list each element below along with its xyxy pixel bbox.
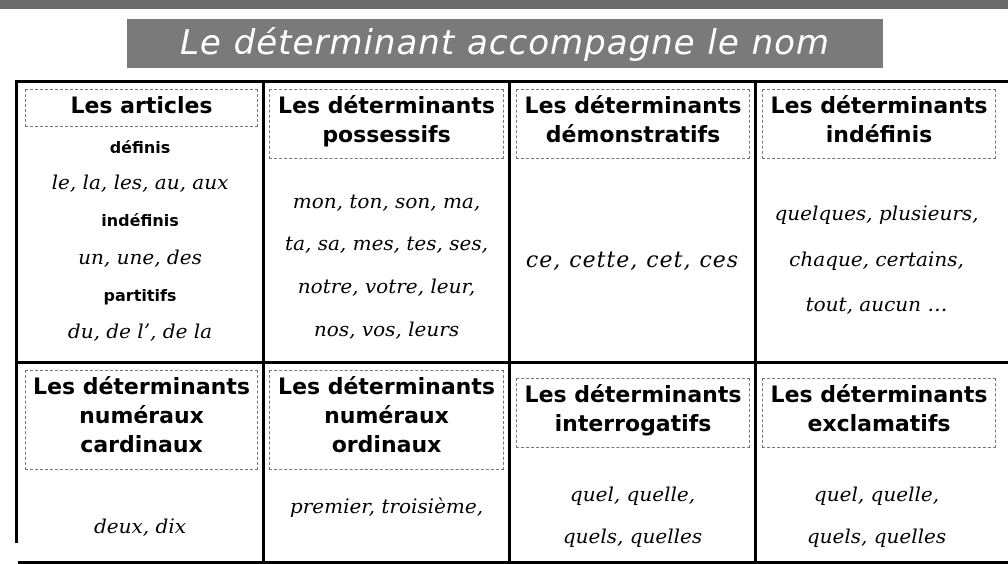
heading-line: démonstratifs [545, 123, 721, 148]
cell-indefinis [757, 83, 1008, 364]
heading-line: Les articles [70, 94, 213, 119]
possessifs-line: mon, ton, son, ma, [292, 189, 481, 213]
possessifs-line: notre, votre, leur, [297, 274, 476, 298]
interrogatifs-words: quel, quelle, [569, 482, 696, 506]
indefinis-line: quelques, plusieurs, [774, 201, 979, 225]
heading-line: indéfinis [825, 123, 933, 148]
heading-line: possessifs [322, 123, 451, 148]
heading-line: Les déterminants [770, 94, 988, 119]
interrogatifs-words: quels, quelles [562, 524, 703, 548]
cell-heading [762, 89, 996, 159]
heading-line: Les déterminants [278, 94, 495, 119]
indefinis-words: un, une, des [78, 245, 202, 269]
cell-articles [18, 83, 265, 364]
heading-line: Les déterminants [524, 383, 742, 408]
possessifs-line: ta, sa, mes, tes, ses, [285, 231, 488, 255]
demonstratifs-words: ce, cette, cet, ces [525, 248, 740, 273]
heading-line: Les déterminants [33, 375, 250, 400]
exclamatifs-words: quels, quelles [806, 524, 947, 548]
cell-heading [516, 89, 750, 159]
cell-heading [516, 378, 750, 448]
cell-heading [25, 89, 258, 127]
partitifs-words: du, de l’, de la [67, 319, 213, 343]
top-bar [0, 0, 1008, 9]
heading-line: ordinaux [331, 433, 442, 458]
cell-demonstratifs [511, 83, 757, 364]
ordinaux-words: premier, troisième, [289, 494, 484, 518]
definis-label: définis [109, 138, 171, 157]
cell-interrogatifs [511, 364, 757, 564]
indefinis-label: indéfinis [101, 211, 179, 230]
heading-line: Les déterminants [524, 94, 742, 119]
heading-line: Les déterminants [278, 375, 495, 400]
indefinis-line: tout, aucun … [805, 292, 948, 316]
cell-possessifs [265, 83, 511, 364]
definis-words: le, la, les, au, aux [51, 170, 229, 194]
heading-line: numéraux [79, 404, 204, 429]
heading-line: Les déterminants [770, 383, 988, 408]
heading-line: exclamatifs [807, 412, 951, 437]
page-title: Le déterminant accompagne le nom [127, 19, 883, 68]
partitifs-label: partitifs [103, 286, 177, 305]
cell-cardinaux [18, 364, 265, 564]
heading-line: numéraux [324, 404, 449, 429]
exclamatifs-words: quel, quelle, [813, 482, 940, 506]
cell-heading [269, 89, 504, 159]
determinants-table [15, 80, 1008, 548]
indefinis-line: chaque, certains, [789, 247, 964, 271]
heading-line: interrogatifs [554, 412, 712, 437]
cell-ordinaux [265, 364, 511, 564]
cell-heading [762, 378, 996, 448]
cell-exclamatifs [757, 364, 1008, 564]
cell-heading [25, 370, 258, 470]
heading-line: cardinaux [80, 433, 203, 458]
possessifs-line: nos, vos, leurs [313, 317, 460, 341]
cell-heading [269, 370, 504, 470]
cardinaux-words: deux, dix [94, 514, 186, 538]
